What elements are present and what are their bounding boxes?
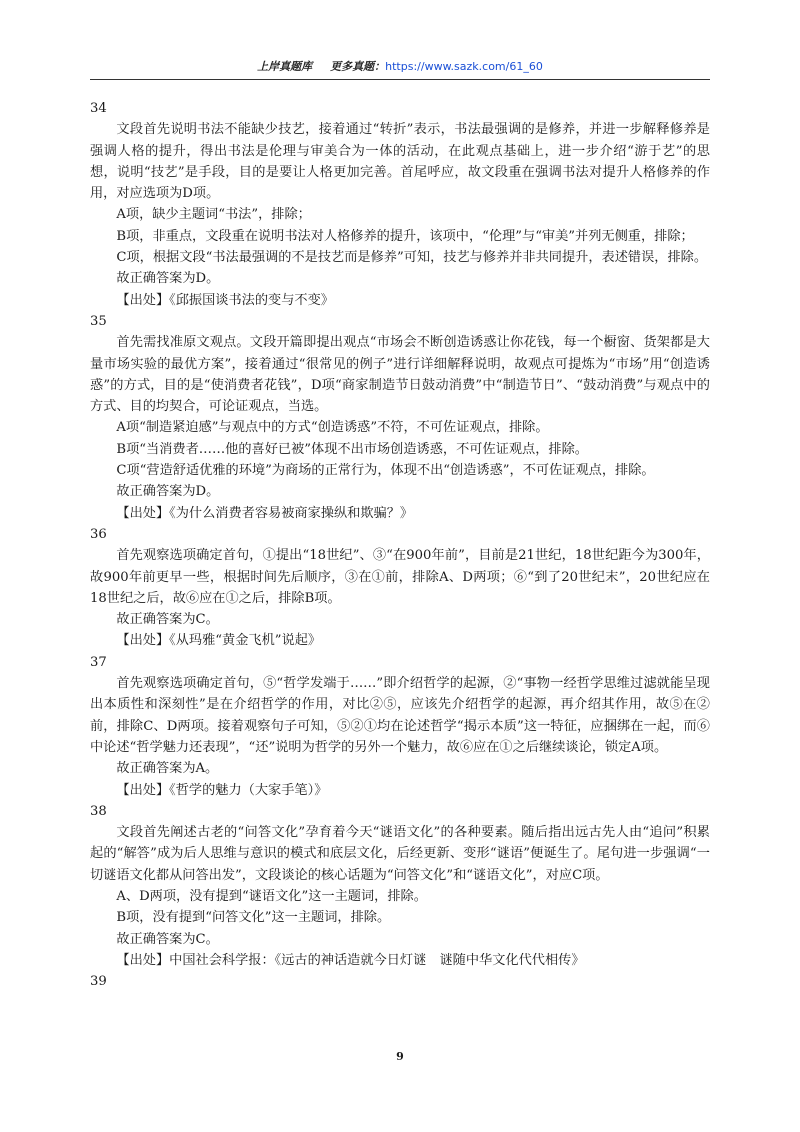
paragraph: 【出处】中国社会科学报：《远古的神话造就今日灯谜 谜随中华文化代代相传》 bbox=[116, 952, 585, 968]
question-number: 38 bbox=[90, 803, 107, 819]
document-body bbox=[90, 98, 710, 992]
paragraph: 文段首先阐述古老的“问答文化”孕育着今天“谜语文化”的各种要素。随后指出远古先人由“追问”积累起的“解答”成为后人思维与意识的模式和底层文化，后经更新、变形“谜语”便诞生了。尾句进一步强调“一切谜语文化都从问答出发”，文段谈论的核心话题为“问答文化”和“谜语文化”，对应C项。 bbox=[90, 825, 710, 883]
paragraph: C项“营造舒适优雅的环境”为商场的正常行为，体现不出“创造诱惑”，不可佐证观点，排除。 bbox=[116, 463, 655, 479]
paragraph: A项“制造紧迫感”与观点中的方式“创造诱惑”不符，不可佐证观点，排除。 bbox=[116, 420, 549, 436]
paragraph: 首先需找准原文观点。文段开篇即提出观点“市场会不断创造诱惑让你花钱，每一个橱窗、货架都是大量市场实验的最优方案”，接着通过“很常见的例子”进行详细解释说明，故观点可提炼为“市场”用“创造诱惑”的方式，目的是“使消费者花钱”，D项“商家制造节日鼓动消费”中“制造节日”、“鼓动消费”与观点中的方式、目的均契合，可论证观点，当选。 bbox=[90, 335, 710, 415]
paragraph: 故正确答案为D。 bbox=[116, 271, 220, 287]
paragraph: 故正确答案为C。 bbox=[116, 931, 219, 947]
paragraph: B项，非重点，文段重在说明书法对人格修养的提升，该项中，“伦理”与“审美”并列无侧重，排除； bbox=[116, 228, 694, 244]
paragraph: 文段首先说明书法不能缺少技艺，接着通过“转折”表示，书法最强调的是修养，并进一步解释修养是强调人格的提升，得出书法是伦理与审美合为一体的活动，在此观点基础上，进一步介绍“游于艺”的思想，说明“技艺”是手段，目的是要让人格更加完善。首尾呼应，故文段重在强调书法对提升人格修养的作用，对应选项为D项。 bbox=[90, 122, 710, 202]
paragraph: C项，根据文段“书法最强调的不是技艺而是修养”可知，技艺与修养并非共同提升，表述错误，排除。 bbox=[116, 250, 708, 266]
paragraph: 首先观察选项确定首句，①提出“18世纪”、③“在900年前”，目前是21世纪，18世纪距今为300年，故900年前更早一些，根据时间先后顺序，③在①前，排除A、D两项；⑥“到了20世纪末”，20世纪应在18世纪之后，故⑥应在①之后，排除B项。 bbox=[90, 548, 710, 606]
page-number: 9 bbox=[396, 1050, 404, 1063]
paragraph: 故正确答案为D。 bbox=[116, 484, 220, 500]
question-number: 34 bbox=[90, 101, 107, 116]
paragraph: 【出处】《邱振国谈书法的变与不变》 bbox=[116, 292, 334, 308]
question-number: 37 bbox=[90, 654, 107, 670]
paragraph: A、D两项，没有提到“谜语文化”这一主题词，排除。 bbox=[116, 888, 427, 904]
header-brand: 上岸真题库 bbox=[257, 60, 313, 73]
paragraph: B项“当消费者……他的喜好已被”体现不出市场创造诱惑，不可佐证观点，排除。 bbox=[116, 441, 588, 457]
question-number: 35 bbox=[90, 313, 107, 329]
header-url-link[interactable]: https://www.sazk.com/61_60 bbox=[385, 60, 543, 73]
page-header bbox=[90, 58, 710, 78]
question-number: 39 bbox=[90, 974, 107, 990]
question-number: 36 bbox=[90, 526, 107, 542]
paragraph: B项，没有提到“问答文化”这一主题词，排除。 bbox=[116, 910, 391, 926]
paragraph: 【出处】《从玛雅“黄金飞机”说起》 bbox=[116, 633, 322, 649]
paragraph: A项，缺少主题词“书法”，排除； bbox=[116, 207, 311, 223]
paragraph: 故正确答案为C。 bbox=[116, 612, 219, 628]
paragraph: 首先观察选项确定首句，⑤“哲学发端于……”即介绍哲学的起源，②“事物一经哲学思维过滤就能呈现出本质性和深刻性”是在介绍哲学的作用，对比②⑤，应该先介绍哲学的起源，再介绍其作用，故⑤在②前，排除C、D两项。接着观察句子可知，⑤②①均在论述哲学“揭示本质”这一特征，应捆绑在一起，而⑥中论述“哲学魅力还表现”，“还”说明为哲学的另外一个魅力，故⑥应在①之后继续谈论，锁定A项。 bbox=[90, 676, 710, 755]
header-divider bbox=[90, 79, 710, 80]
paragraph: 【出处】《为什么消费者容易被商家操纵和欺骗？》 bbox=[116, 505, 414, 521]
header-more-label: 更多真题： bbox=[330, 60, 386, 73]
paragraph: 故正确答案为A。 bbox=[116, 761, 219, 777]
paragraph: 【出处】《哲学的魅力（大家手笔）》 bbox=[116, 782, 328, 798]
